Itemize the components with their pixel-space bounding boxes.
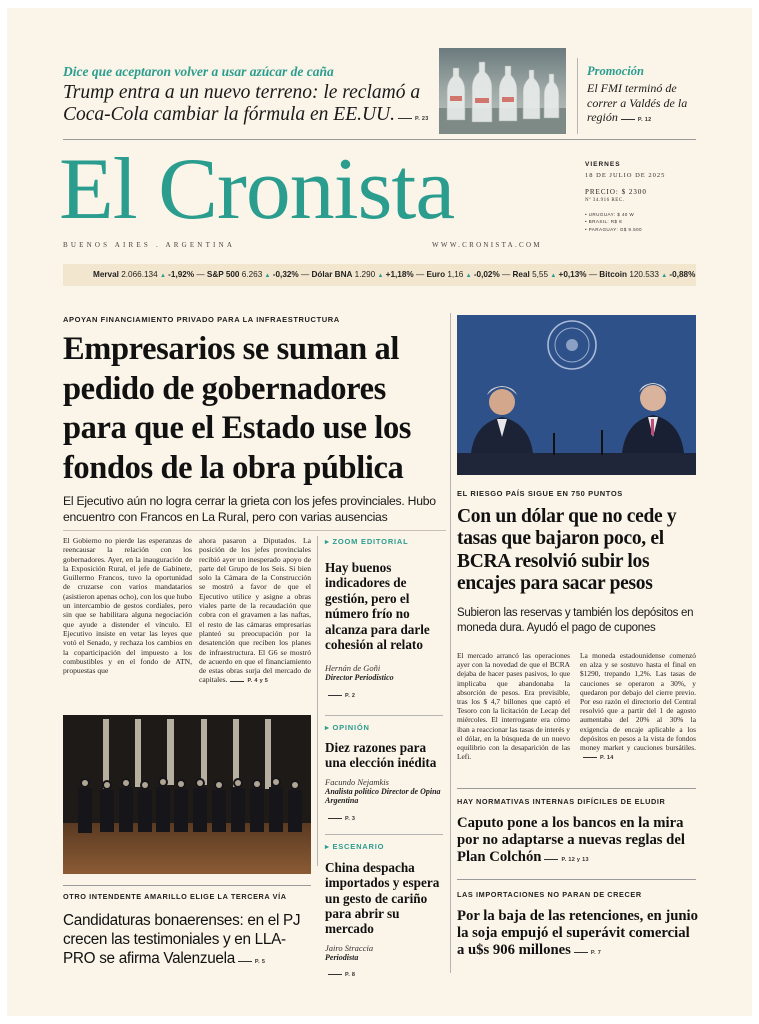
market-separator: — xyxy=(586,270,600,279)
price-uruguay: • URUGUAY: $ 40 W xyxy=(585,212,635,217)
right-story-body-col1: El mercado arrancó las operaciones ayer con la novedad de que el BCRA dejaba de hacer pases pasivos, lo que implicaba que abandonaba la absorción de pesos. Era previsible, tras los $ 4,7 billones que captó el Tesoro con la licitación de Lecap del miércoles. El interrogante era cómo iban a reaccionar las tasas de interés y el dólar, en la búsqueda de un nuevo equilibrio con la desaparición de las Lefi. xyxy=(457,651,570,762)
zoom-editorial-author: Hernán de Goñi xyxy=(325,663,381,674)
caret-right-icon: ▸ xyxy=(325,722,333,732)
right-column-divider xyxy=(450,313,451,973)
newspaper-front-page xyxy=(7,8,752,1016)
zoom-editorial-tag: ▸ ZOOM EDITORIAL xyxy=(325,537,409,546)
right-rule-2 xyxy=(457,879,696,880)
market-separator: — xyxy=(194,270,207,279)
trend-arrow-icon: ▲ xyxy=(159,273,166,279)
lead-page-ref: P. 4 y 5 xyxy=(227,678,268,684)
escenario-page-ref: P. 8 xyxy=(325,972,355,978)
markets-ticker xyxy=(63,264,696,286)
zoom-editorial-page-ref: P. 2 xyxy=(325,693,355,699)
bottom-left-kicker: OTRO INTENDENTE AMARILLO ELIGE LA TERCERA VÍA xyxy=(63,892,287,901)
market-name: Bitcoin xyxy=(599,270,628,279)
top-right-page-ref: P. 12 xyxy=(618,117,652,123)
lead-body-col1: El Gobierno no pierde las esperanzas de reencausar la relación con los gobernadores. Ayer, en la inauguración de la Exposición Rural, el jefe de Gabinete, Guillermo Francos, tuvo la oportunidad de cruzarse con varios mandatarios (asistieron apenas ocho), con los que hubo un intercambio de gestos cordiales, pero sin que se habilitara alguna negociación que ayude a distender el vínculo. El Ejecutivo insiste en vetar las leyes que votó el Senado, y rechaza los cambios en la coparticipación del impuesto a los combustibles y en el fondo de ATN, propuestas que xyxy=(63,536,192,676)
market-value: 1.290 xyxy=(352,270,378,279)
right-short1-kicker: HAY NORMATIVAS INTERNAS DIFÍCILES DE ELUDIR xyxy=(457,797,666,806)
top-rule xyxy=(63,139,696,140)
right-rule-1 xyxy=(457,788,696,789)
masthead-location: BUENOS AIRES . ARGENTINA xyxy=(63,241,236,249)
sidebar-rule-2 xyxy=(325,834,443,835)
sidebar-item-escenario[interactable] xyxy=(325,842,443,982)
right-short1-headline: Caputo pone a los bancos en la mira por no adaptarse a nuevas reglas del Plan Colchón P. 12 y 13 xyxy=(457,815,685,865)
price-paraguay: • PARAGUAY: G$ 9.500 xyxy=(585,226,642,232)
market-value: 5,55 xyxy=(529,270,551,279)
right-short2-kicker: LAS IMPORTACIONES NO PARAN DE CRECER xyxy=(457,890,642,899)
escenario-headline: China despacha importados y espera un gesto de cariño para abrir su mercado xyxy=(325,859,440,937)
bcra-photo xyxy=(457,315,696,475)
top-right-kicker: Promoción xyxy=(587,64,644,78)
group-photo-illustration xyxy=(63,715,311,874)
escenario-role: Periodista xyxy=(325,952,359,962)
right-short-story-1[interactable] xyxy=(457,797,699,869)
market-separator: — xyxy=(413,270,427,279)
masthead-issue-info xyxy=(585,161,700,233)
market-value: 120.533 xyxy=(627,270,662,279)
zoom-editorial-role: Director Periodístico xyxy=(325,673,394,683)
market-change: -0,88% xyxy=(667,270,696,279)
issue-day: VIERNES xyxy=(585,161,621,168)
sidebar-rule-1 xyxy=(325,715,443,716)
bottles-illustration xyxy=(439,48,566,134)
market-value: 1,16 xyxy=(445,270,466,279)
press-conference-illustration xyxy=(457,315,696,475)
right-short-story-2[interactable] xyxy=(457,890,699,962)
markets-ticker-content xyxy=(93,270,695,279)
lead-body-col2: ahora pasaron a Diputados. La posición de los jefes provinciales recibió ayer un inesperado apoyo de parte del Grupo de los Seis. Si bien solo la Cámara de la Construcción se mostró a favor de que el Ejecutivo utilice y asigne a obras viales parte de la recaudación que cobra con el gravamen a las naftas, el resto de las cámaras empresarias planteó su preocupación por la desatención que reciben los planes de infraestructura. El G6 se mostró de acuerdo en que el financiamiento de estas obras surja del mercado de capitales. P. 4 y 5 xyxy=(199,536,311,685)
caret-right-icon: ▸ xyxy=(325,841,333,851)
top-right-headline: El FMI terminó de correr a Valdés de la región P. 12 xyxy=(587,81,688,124)
opinion-role: Analista político Director de Opina Argentina xyxy=(325,786,441,806)
lead-headline[interactable]: Empresarios se suman al pedido de gobernadores para que el Estado use los fondos de la obra pública xyxy=(63,331,412,486)
right-story-kicker: EL RIESGO PAÍS SIGUE EN 750 PUNTOS xyxy=(457,489,623,498)
prices-abroad xyxy=(585,211,700,233)
market-value: 6.263 xyxy=(239,270,265,279)
bottom-left-page-ref: P. 5 xyxy=(235,959,265,965)
zoom-editorial-headline: Hay buenos indicadores de gestión, pero el número frío no alcanza para darle cohesión al relato xyxy=(325,560,430,653)
bottom-left-story[interactable] xyxy=(63,892,313,972)
trend-arrow-icon: ▲ xyxy=(465,273,472,279)
opinion-headline: Diez razones para una elección inédita xyxy=(325,739,437,771)
sidebar xyxy=(325,537,443,981)
right-story-body-col2: La moneda estadounidense comenzó en alza y se sostuvo hasta el final en $1290, trepando 1,2%. Las tasas de cauciones se operaron a 30%, y quedaron por debajo del cierre previo. Por eso razón el directorio del Central resolvió que a partir del 1 de agosto aumentaba del 20% al 30% la exigencia de encaje aplicable a los depósitos en pesos a la vista de fondos money market y cauciones bursátiles.P. 14 xyxy=(580,651,696,762)
opinion-tag: ▸ OPINIÓN xyxy=(325,722,370,732)
opinion-author: Facundo Nejamkis xyxy=(325,776,389,787)
market-item xyxy=(426,270,499,279)
lead-rule xyxy=(63,530,446,531)
right-story-headline[interactable]: Con un dólar que no cede y tasas que bajaron poco, el BCRA resolvió subir los encajes para sacar pesos xyxy=(457,506,677,594)
market-item xyxy=(599,270,695,279)
trend-arrow-icon: ▲ xyxy=(377,273,384,279)
market-change: +0,13% xyxy=(556,270,587,279)
market-item xyxy=(311,270,413,279)
right-short1-page-ref: P. 12 y 13 xyxy=(541,857,588,863)
escenario-tag: ▸ ESCENARIO xyxy=(325,841,385,851)
masthead-website[interactable]: WWW.CRONISTA.COM xyxy=(432,241,542,249)
market-name: Real xyxy=(512,270,530,279)
top-left-headline: Trump entra a un nuevo terreno: le reclamó a Coca-Cola cambiar la fórmula en EE.UU. P. 23 xyxy=(63,82,429,125)
top-teaser-right[interactable] xyxy=(587,64,697,128)
market-name: Merval xyxy=(93,270,119,279)
market-item xyxy=(207,270,299,279)
sidebar-item-zoom-editorial[interactable] xyxy=(325,537,443,702)
issue-price: PRECIO: $ 2300 xyxy=(585,188,647,196)
bottom-left-rule xyxy=(63,885,311,886)
right-short2-headline: Por la baja de las retenciones, en junio la soja empujó el superávit comercial a u$s 906 millones P. 7 xyxy=(457,908,698,958)
market-change: -0,02% xyxy=(471,270,500,279)
sidebar-divider xyxy=(317,536,318,866)
market-name: Euro xyxy=(426,270,446,279)
trend-arrow-icon: ▲ xyxy=(550,273,557,279)
trend-arrow-icon: ▲ xyxy=(264,273,271,279)
top-left-page-ref: P. 23 xyxy=(395,116,429,122)
market-separator: — xyxy=(499,270,513,279)
right-short2-page-ref: P. 7 xyxy=(571,950,601,956)
caret-right-icon: ▸ xyxy=(325,537,333,546)
market-change: +1,18% xyxy=(383,270,414,279)
market-name: Dólar BNA xyxy=(311,270,353,279)
top-teaser-left[interactable] xyxy=(63,64,433,130)
price-brasil: • BRASIL: R$ 8 xyxy=(585,219,623,225)
top-divider xyxy=(577,58,578,134)
market-item xyxy=(513,270,587,279)
issue-date: 18 DE JULIO DE 2025 xyxy=(585,172,666,179)
market-value: 2.066.134 xyxy=(118,270,160,279)
right-story-deck: Subieron las reservas y también los depósitos en moneda dura. Ayudó el pago de cupones xyxy=(457,607,694,634)
market-change: -1,92% xyxy=(165,270,195,279)
lead-kicker: APOYAN FINANCIAMIENTO PRIVADO PARA LA INFRAESTRUCTURA xyxy=(63,315,340,324)
market-name: S&P 500 xyxy=(206,270,240,279)
market-item xyxy=(93,270,194,279)
market-change: -0,32% xyxy=(270,270,299,279)
right-story-page-ref: P. 14 xyxy=(580,755,614,761)
sidebar-item-opinion[interactable] xyxy=(325,723,443,825)
lead-photo xyxy=(63,715,311,874)
escenario-author: Jairo Straccia xyxy=(325,942,374,953)
bottom-left-headline: Candidaturas bonaerenses: en el PJ crecen las testimoniales y en LLA-PRO se afirma Valenzuela P. 5 xyxy=(63,912,301,967)
trend-arrow-icon: ▲ xyxy=(661,273,668,279)
masthead-logo[interactable] xyxy=(59,144,579,240)
lead-deck: El Ejecutivo aún no logra cerrar la grieta con los jefes provinciales. Hubo encuentro con Francos en La Rural, pero con varias ausencias xyxy=(63,494,436,524)
market-separator: — xyxy=(298,270,312,279)
opinion-page-ref: P. 3 xyxy=(325,816,355,822)
issue-number: Nº 34.916 REC. xyxy=(585,198,625,203)
bottles-photo xyxy=(439,48,566,134)
top-left-kicker: Dice que aceptaron volver a usar azúcar de caña xyxy=(63,64,334,79)
masthead-title: El Cronista xyxy=(59,144,455,238)
